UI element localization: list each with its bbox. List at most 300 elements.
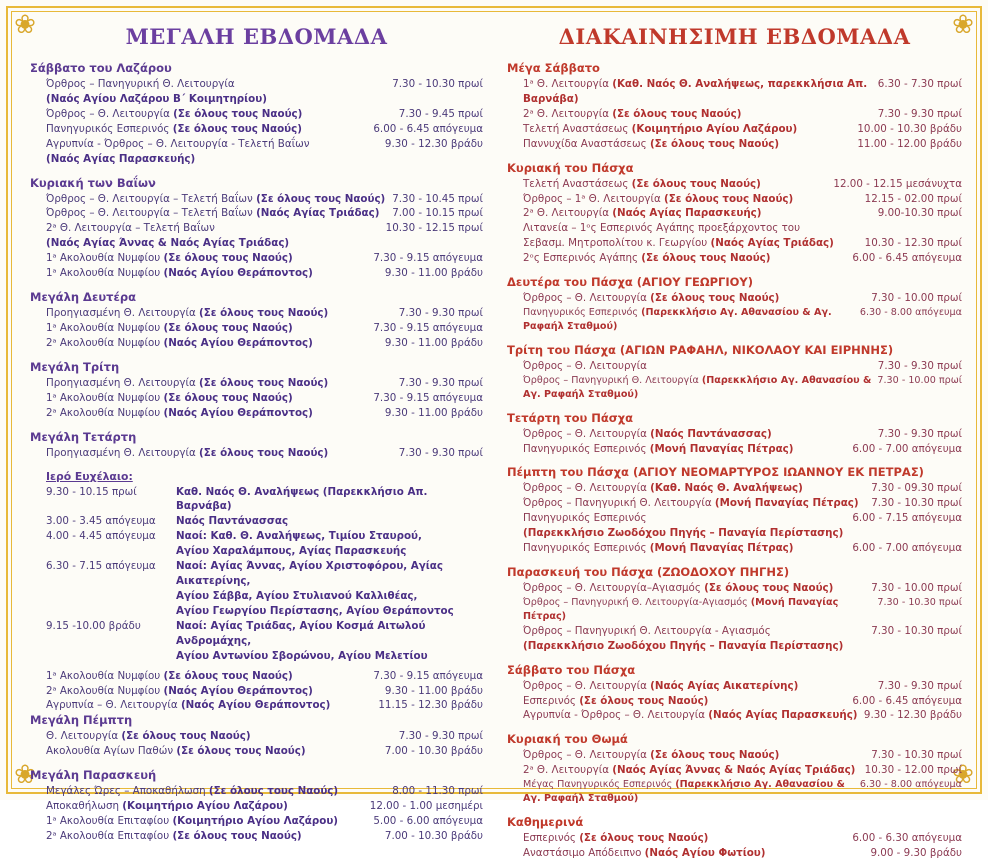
schedule-section	[30, 61, 483, 167]
schedule-row	[507, 831, 962, 846]
schedule-row	[507, 679, 962, 694]
schedule-time: 6.30 - 7.30 πρωί	[877, 78, 962, 90]
holy-unction-location: Ναός Παντάνασσας	[176, 515, 289, 528]
schedule-section	[30, 768, 483, 844]
description-text: 1ᵃ Θ. Λειτουργία	[523, 78, 613, 90]
schedule-row	[507, 496, 962, 511]
church-name: (Ναός Αγίου Θεράποντος)	[180, 699, 331, 712]
schedule-description	[523, 137, 857, 152]
schedule-description	[46, 206, 392, 221]
schedule-description	[46, 446, 399, 461]
holy-unction-heading: Ιερό Ευχέλαιο:	[46, 469, 133, 483]
schedule-description	[46, 321, 373, 336]
schedule-row	[507, 427, 962, 442]
church-name: (Κοιμητήριο Αγίου Λαζάρου)	[122, 800, 288, 813]
section-heading: Μεγάλη Πέμπτη	[30, 713, 133, 728]
description-text: Όρθρος – Πανηγυρική Θ. Λειτουργία	[523, 374, 702, 386]
schedule-description	[46, 669, 373, 684]
schedule-time: 8.00 - 11.30 πρωί	[392, 785, 484, 798]
holy-unction-row	[30, 559, 483, 589]
description-text: Μέγας Πανηγυρικός Εσπερινός	[523, 779, 676, 791]
schedule-row	[30, 236, 483, 251]
schedule-description	[523, 374, 877, 402]
schedule-time: 7.30 - 9.30 πρωί	[877, 359, 962, 372]
schedule-section	[30, 290, 483, 351]
schedule-description	[46, 92, 483, 107]
schedule-description	[523, 442, 852, 457]
description-text: Όρθρος – Πανηγυρική Θ. Λειτουργία - Αγιασμός	[523, 624, 771, 637]
description-text: 2ᵃ Θ. Λειτουργία	[523, 207, 613, 220]
description-text: Εσπερινός	[523, 832, 580, 845]
schedule-section	[30, 176, 483, 282]
church-name: (Σε όλους τους Ναούς)	[199, 446, 329, 459]
schedule-time: 12.15 - 02.00 πρωί	[864, 192, 962, 205]
schedule-description	[46, 306, 399, 321]
church-name: (Σε όλους τους Ναούς)	[256, 192, 386, 205]
description-text: Πανηγυρικός Εσπερινός	[46, 122, 173, 135]
schedule-row	[30, 744, 483, 759]
schedule-description	[523, 694, 852, 709]
schedule-description	[523, 427, 878, 442]
church-name: (Σε όλους τους Ναούς)	[199, 376, 329, 389]
schedule-row	[30, 306, 483, 321]
schedule-description	[523, 306, 860, 334]
holy-unction-time: 6.30 - 7.15 απόγευμα	[46, 560, 156, 573]
schedule-description	[46, 784, 392, 799]
schedule-section	[507, 411, 962, 457]
holy-unction-time: 3.00 - 3.45 απόγευμα	[46, 515, 156, 528]
schedule-row	[30, 446, 483, 461]
schedule-row	[30, 814, 483, 829]
description-text: Αγρυπνία - Όρθρος – Θ. Λειτουργία - Τελετή Βαΐων	[46, 137, 310, 150]
description-text: Όρθρος – Θ. Λειτουργία – Τελετή Βαΐων	[46, 192, 257, 205]
schedule-time: 6.00 - 6.45 απόγευμα	[373, 122, 484, 135]
description-text: Ακολουθία Αγίων Παθών	[46, 745, 177, 758]
holy-unction-time: 9.15 -10.00 βράδυ	[46, 619, 141, 632]
description-text: Όρθρος – Θ. Λειτουργία	[523, 679, 651, 692]
schedule-description	[46, 729, 399, 744]
description-text: Όρθρος – Θ. Λειτουργία–Αγιασμός	[523, 582, 705, 595]
schedule-row	[507, 442, 962, 457]
description-text: Όρθρος – Θ. Λειτουργία	[523, 482, 651, 495]
schedule-row	[507, 708, 962, 723]
right-column	[499, 18, 968, 859]
schedule-description	[523, 581, 871, 596]
description-text: 2ᵃ Ακολουθία Νυμφίου	[46, 684, 164, 697]
section-heading: Πέμπτη του Πάσχα (ΑΓΙΟΥ ΝΕΟΜΑΡΤΥΡΟΣ ΙΩΑΝΝΟΥ ΕΚ ΠΕΤΡΑΣ)	[507, 465, 924, 480]
schedule-description	[523, 624, 871, 639]
schedule-description	[523, 511, 852, 526]
schedule-row	[30, 92, 483, 107]
schedule-row	[507, 206, 962, 221]
schedule-time: 12.00 - 12.15 μεσάνυχτα	[833, 177, 962, 190]
schedule-time: 9.30 - 11.00 βράδυ	[384, 336, 484, 349]
church-name: (Σε όλους τους Ναούς)	[172, 829, 302, 842]
holy-unction-time: 9.30 - 10.15 πρωί	[46, 485, 137, 498]
schedule-time: 7.30 - 9.30 πρωί	[398, 730, 484, 743]
corner-ornament-icon: ❀	[952, 760, 974, 790]
schedule-row	[507, 374, 962, 402]
schedule-row	[30, 799, 483, 814]
schedule-section	[507, 161, 962, 267]
holy-unction-location: Καθ. Ναός Θ. Αναλήψεως (Παρεκκλήσιο Απ. Βαρνάβα)	[176, 485, 428, 513]
schedule-row	[30, 251, 483, 266]
description-text: Όρθρος – 1ᵃ Θ. Λειτουργία	[523, 192, 665, 205]
schedule-row	[30, 137, 483, 152]
schedule-section	[30, 430, 483, 461]
schedule-row	[507, 624, 962, 639]
section-heading: Μεγάλη Τετάρτη	[30, 429, 137, 444]
schedule-row	[507, 596, 962, 624]
description-text: Λιτανεία – 1ᵒς Εσπερινός Αγάπης προεξάρχοντος του	[523, 222, 801, 235]
schedule-time: 7.30 - 10.00 πρωί	[871, 582, 962, 595]
schedule-section	[30, 713, 483, 759]
schedule-time: 6.00 - 6.45 απόγευμα	[852, 252, 962, 265]
church-name: (Καθ. Ναός Θ. Αναλήψεως)	[650, 482, 803, 495]
schedule-description	[46, 122, 373, 137]
schedule-row	[30, 391, 483, 406]
schedule-description	[523, 831, 852, 846]
schedule-time: 7.30 - 9.30 πρωί	[398, 307, 484, 320]
schedule-section	[507, 565, 962, 654]
schedule-time: 7.00 - 10.30 βράδυ	[384, 829, 484, 842]
schedule-row	[507, 192, 962, 207]
schedule-time: 7.30 - 9.30 πρωί	[398, 376, 484, 389]
description-text: 2ᵃ Ακολουθία Νυμφίου	[46, 406, 164, 419]
holy-unction-location-cont: Αγίου Αντωνίου Σβορώνου, Αγίου Μελετίου	[176, 649, 428, 662]
schedule-row	[507, 541, 962, 556]
schedule-time: 9.30 - 11.00 βράδυ	[384, 267, 484, 280]
description-text: 2ᵒς Εσπερινός Αγάπης	[523, 252, 642, 265]
schedule-time: 7.30 - 10.30 πρωί	[877, 596, 962, 608]
schedule-row	[30, 266, 483, 281]
schedule-row	[30, 206, 483, 221]
church-name: (Σε όλους τους Ναούς)	[163, 669, 293, 682]
schedule-time: 7.30 - 9.15 απόγευμα	[373, 669, 484, 682]
schedule-time: 7.30 - 10.00 πρωί	[877, 374, 962, 386]
schedule-description	[523, 221, 962, 236]
schedule-description	[523, 679, 878, 694]
schedule-time: 9.00 - 9.30 βράδυ	[870, 846, 962, 859]
description-text: Όρθρος – Θ. Λειτουργία	[46, 107, 174, 120]
description-text: Όρθρος – Θ. Λειτουργία – Τελετή Βαΐων	[46, 207, 257, 220]
schedule-description	[523, 107, 878, 122]
schedule-time: 9.30 - 12.30 βράδυ	[863, 709, 962, 722]
church-name: (Σε όλους τους Ναούς)	[650, 749, 780, 762]
description-text: 2ᵃ Θ. Λειτουργία – Τελετή Βαΐων	[46, 222, 215, 235]
church-name: (Ναός Αγίας Αικατερίνης)	[650, 679, 799, 692]
schedule-row	[30, 784, 483, 799]
schedule-row	[30, 729, 483, 744]
schedule-row	[30, 321, 483, 336]
schedule-row	[507, 122, 962, 137]
schedule-row	[30, 376, 483, 391]
schedule-time: 10.30 - 12.00 πρωί	[864, 764, 962, 777]
schedule-time: 9.30 - 11.00 βράδυ	[384, 684, 484, 697]
church-name: (Σε όλους τους Ναούς)	[172, 122, 302, 135]
church-name: (Παρεκκλήσιο Ζωοδόχου Πηγής – Παναγία Περίστασης)	[523, 527, 844, 540]
holy-unction-location: Ναοί: Καθ. Θ. Αναλήψεως, Τιμίου Σταυρού,	[176, 530, 422, 543]
schedule-time: 7.30 - 9.30 πρωί	[398, 446, 484, 459]
schedule-description	[523, 541, 852, 556]
schedule-time: 6.00 - 7.00 απόγευμα	[852, 442, 962, 455]
church-name: (Ναός Παντάνασσας)	[650, 427, 772, 440]
schedule-description	[46, 137, 385, 152]
description-text: Όρθρος – Πανηγυρική Θ. Λειτουργία	[46, 78, 235, 90]
schedule-description	[46, 192, 392, 207]
holy-unction-row	[30, 514, 483, 529]
schedule-row	[30, 221, 483, 236]
schedule-row	[30, 122, 483, 137]
schedule-description	[46, 236, 483, 251]
church-name: (Σε όλους τους Ναούς)	[121, 730, 251, 743]
schedule-description	[523, 526, 962, 541]
holy-unction-block	[30, 470, 483, 714]
schedule-time: 12.00 - 1.00 μεσημέρι	[369, 800, 484, 813]
schedule-time: 11.00 - 12.00 βράδυ	[857, 137, 962, 150]
schedule-row	[507, 639, 962, 654]
section-heading: Δευτέρα του Πάσχα (ΑΓΙΟΥ ΓΕΩΡΓΙΟΥ)	[507, 275, 753, 290]
church-name: (Σε όλους τους Ναούς)	[704, 582, 834, 595]
schedule-time: 10.30 - 12.15 πρωί	[385, 222, 484, 235]
schedule-row	[30, 107, 483, 122]
schedule-row	[507, 481, 962, 496]
schedule-row	[507, 778, 962, 806]
schedule-row	[507, 763, 962, 778]
schedule-row	[507, 581, 962, 596]
schedule-section	[507, 663, 962, 724]
description-text: 1ᵃ Ακολουθία Νυμφίου	[46, 669, 164, 682]
schedule-time: 6.30 - 8.00 απόγευμα	[859, 779, 962, 791]
schedule-description	[46, 152, 483, 167]
schedule-description	[46, 684, 385, 699]
church-name: (Ναός Αγίας Παρασκευής)	[708, 709, 858, 722]
church-name: (Μονή Παναγίας Πέτρας)	[523, 596, 839, 622]
schedule-description	[523, 359, 878, 374]
schedule-description	[523, 708, 864, 723]
schedule-time: 9.30 - 12.30 βράδυ	[384, 137, 484, 150]
section-heading: Σάββατο του Πάσχα	[507, 662, 636, 677]
schedule-time: 7.30 - 10.30 πρωί	[871, 749, 962, 762]
schedule-time: 7.30 - 9.15 απόγευμα	[373, 321, 484, 334]
description-text: Μεγάλες Ώρες – Αποκαθήλωση	[46, 785, 209, 798]
description-text: Πανηγυρικός Εσπερινός	[523, 512, 647, 525]
church-name: (Μονή Παναγίας Πέτρας)	[649, 542, 794, 555]
church-name: (Καθ. Ναός Θ. Αναλήψεως, παρεκκλήσια Απ. Βαρνάβα)	[523, 78, 868, 105]
church-name: (Σε όλους τους Ναούς)	[208, 785, 339, 798]
schedule-row	[507, 236, 962, 251]
church-name: (Ναός Αγίας Άννας & Ναός Αγίας Τριάδας)	[46, 237, 290, 250]
description-text: Προηγιασμένη Θ. Λειτουργία	[46, 446, 200, 459]
schedule-description	[523, 236, 865, 251]
church-name: (Παρεκκλήσιο Ζωοδόχου Πηγής – Παναγία Περίστασης)	[523, 639, 844, 652]
schedule-time: 7.30 - 9.15 απόγευμα	[373, 252, 484, 265]
description-text: Πανηγυρικός Εσπερινός	[523, 442, 650, 455]
schedule-description	[523, 846, 870, 861]
description-text: Αποκαθήλωση	[46, 800, 123, 813]
description-text: Αγρυπνία – Θ. Λειτουργία	[46, 699, 181, 712]
schedule-row	[30, 684, 483, 699]
left-column-title: ΜΕΓΑΛΗ ΕΒΔΟΜΑΔΑ	[125, 24, 388, 49]
church-name: (Ναός Αγίας Παρασκευής)	[46, 152, 196, 165]
description-text: 2ᵃ Θ. Λειτουργία	[523, 764, 613, 777]
schedule-description	[523, 481, 871, 496]
church-name: (Ναός Αγίας Άννας & Ναός Αγίας Τριάδας)	[612, 764, 856, 777]
schedule-section	[30, 360, 483, 421]
church-name: (Σε όλους τους Ναούς)	[649, 137, 780, 150]
description-text: 2ᵃ Ακολουθία Επιταφίου	[46, 829, 173, 842]
schedule-row	[507, 251, 962, 266]
holy-unction-row	[30, 619, 483, 649]
schedule-description	[523, 291, 871, 306]
church-name: (Σε όλους τους Ναούς)	[641, 252, 771, 265]
schedule-section	[507, 343, 962, 402]
schedule-description	[46, 829, 385, 844]
church-name: (Σε όλους τους Ναούς)	[579, 832, 709, 845]
church-name: (Μονή Παναγίας Πέτρας)	[649, 442, 794, 455]
schedule-time: 7.30 - 9.30 πρωί	[877, 427, 962, 440]
schedule-row	[30, 406, 483, 421]
schedule-description	[46, 251, 373, 266]
schedule-time: 6.30 - 8.00 απόγευμα	[859, 307, 962, 319]
church-name: (Σε όλους τους Ναούς)	[199, 307, 329, 320]
church-name: (Ναός Αγίας Παρασκευής)	[612, 207, 762, 220]
schedule-time: 5.00 - 6.00 απόγευμα	[373, 815, 484, 828]
description-text: Προηγιασμένη Θ. Λειτουργία	[46, 307, 200, 320]
church-name: (Σε όλους τους Ναούς)	[631, 177, 761, 190]
schedule-time: 7.30 - 9.30 πρωί	[877, 107, 962, 120]
schedule-time: 7.30 - 10.00 πρωί	[871, 292, 962, 305]
schedule-description	[46, 391, 373, 406]
schedule-time: 6.00 - 7.15 απόγευμα	[852, 512, 962, 525]
right-sections	[507, 61, 962, 861]
schedule-row	[30, 336, 483, 351]
schedule-row	[30, 829, 483, 844]
schedule-row	[30, 669, 483, 684]
schedule-description	[523, 639, 962, 654]
schedule-time: 7.30 - 10.45 πρωί	[392, 192, 484, 205]
holy-unction-location-cont: Αγίου Γεωργίου Περίστασης, Αγίου Θεράποντος	[176, 604, 454, 617]
schedule-time: 7.30 - 10.30 πρωί	[871, 497, 962, 510]
church-name: (Παρεκκλήσιο Αγ. Αθανασίου & Αγ. Ραφαήλ Σταθμού)	[523, 779, 845, 805]
church-name: (Μονή Παναγίας Πέτρας)	[714, 497, 859, 510]
holy-unction-row	[30, 529, 483, 544]
church-name: (Κοιμητήριο Αγίου Λαζάρου)	[172, 815, 338, 828]
description-text: Όρθρος – Θ. Λειτουργία	[523, 359, 647, 372]
description-text: Όρθρος – Θ. Λειτουργία	[523, 749, 651, 762]
church-name: (Ναός Αγίου Θεράποντος)	[163, 684, 313, 697]
schedule-description	[46, 266, 385, 281]
church-name: (Σε όλους τους Ναούς)	[163, 252, 293, 265]
section-heading: Μεγάλη Τρίτη	[30, 359, 120, 374]
schedule-time: 6.00 - 6.30 απόγευμα	[852, 832, 962, 845]
description-text: Παννυχίδα Αναστάσεως	[523, 137, 650, 150]
schedule-description	[523, 206, 878, 221]
church-name: (Σε όλους τους Ναούς)	[163, 391, 293, 404]
schedule-description	[46, 698, 378, 713]
left-sections-2	[30, 713, 483, 844]
section-heading: Τετάρτη του Πάσχα	[507, 410, 634, 425]
church-name: (Παρεκκλήσιο Αγ. Αθανασίου & Αγ. Ραφαήλ Σταθμού)	[523, 374, 872, 400]
church-name: (Σε όλους τους Ναούς)	[176, 745, 306, 758]
schedule-description	[523, 596, 877, 624]
schedule-row	[30, 77, 483, 92]
schedule-description	[523, 496, 871, 511]
description-text: Όρθρος – Πανηγυρική Θ. Λειτουργία	[523, 497, 715, 510]
church-name: (Σε όλους τους Ναούς)	[612, 107, 742, 120]
schedule-description	[46, 814, 373, 829]
schedule-row	[30, 698, 483, 713]
holy-unction-location-cont: Αγίου Χαραλάμπους, Αγίας Παρασκευής	[176, 545, 407, 558]
schedule-description	[46, 107, 399, 122]
description-text: Αγρυπνία - Όρθρος – Θ. Λειτουργία	[523, 709, 709, 722]
schedule-section	[507, 275, 962, 334]
schedule-description	[523, 192, 865, 207]
schedule-time: 11.15 - 12.30 βράδυ	[378, 699, 484, 712]
schedule-time: 7.30 - 09.30 πρωί	[871, 482, 962, 495]
schedule-description	[523, 122, 857, 137]
description-text: Όρθρος – Πανηγυρική Θ. Λειτουργία-Αγιασμός	[523, 596, 751, 608]
schedule-description	[523, 778, 860, 806]
schedule-time: 6.00 - 6.45 απόγευμα	[852, 694, 962, 707]
section-heading: Σάββατο του Λαζάρου	[30, 61, 172, 75]
church-name: (Ναός Αγίου Θεράποντος)	[163, 267, 313, 280]
schedule-row	[507, 137, 962, 152]
description-text: 1ᵃ Ακολουθία Νυμφίου	[46, 391, 164, 404]
description-text: Θ. Λειτουργία	[46, 730, 122, 743]
holy-unction-location: Ναοί: Αγίας Άννας, Αγίου Χριστοφόρου, Αγίας Αικατερίνης,	[176, 560, 443, 588]
schedule-time: 7.00 - 10.30 βράδυ	[384, 745, 484, 758]
description-text: 1ᵃ Ακολουθία Νυμφίου	[46, 267, 164, 280]
schedule-row	[507, 511, 962, 526]
church-name: (Κοιμητήριο Αγίου Λαζάρου)	[631, 122, 798, 135]
schedule-description	[523, 77, 878, 107]
schedule-row	[507, 694, 962, 709]
schedule-row	[507, 77, 962, 107]
schedule-description	[523, 177, 833, 192]
schedule-row	[507, 306, 962, 334]
description-text: Τελετή Αναστάσεως	[523, 122, 632, 135]
church-name: (Σε όλους τους Ναούς)	[163, 321, 293, 334]
church-name: (Ναός Αγίου Φωτίου)	[644, 846, 766, 859]
schedule-section	[507, 815, 962, 861]
schedule-time: 6.00 - 7.00 απόγευμα	[852, 542, 962, 555]
church-name: (Παρεκκλήσιο Αγ. Αθανασίου & Αγ. Ραφαήλ Σταθμού)	[523, 307, 832, 332]
right-column-title: ΔΙΑΚΑΙΝΗΣΙΜΗ ΕΒΔΟΜΑΔΑ	[558, 24, 911, 49]
description-text: 2ᵃ Ακολουθία Νυμφίου	[46, 336, 164, 349]
church-name: (Σε όλους τους Ναούς)	[650, 292, 780, 305]
schedule-time: 10.00 - 10.30 βράδυ	[857, 122, 962, 135]
corner-ornament-icon: ❀	[14, 10, 36, 40]
section-heading: Μέγα Σάββατο	[507, 61, 600, 75]
schedule-description	[46, 376, 399, 391]
schedule-time: 10.30 - 12.30 πρωί	[864, 237, 962, 250]
church-name: (Σε όλους τους Ναούς)	[664, 192, 794, 205]
schedule-row	[507, 291, 962, 306]
schedule-description	[523, 748, 871, 763]
schedule-description	[46, 336, 385, 351]
schedule-description	[46, 77, 392, 92]
schedule-time: 7.30 - 9.30 πρωί	[877, 679, 962, 692]
schedule-section	[507, 465, 962, 556]
church-name: (Ναός Αγίου Λαζάρου Β΄ Κοιμητηρίου)	[46, 92, 267, 105]
description-text: 2ᵃ Θ. Λειτουργία	[523, 107, 613, 120]
schedule-description	[46, 799, 370, 814]
church-name: (Σε όλους τους Ναούς)	[173, 107, 303, 120]
left-sections	[30, 61, 483, 461]
church-name: (Ναός Αγίου Θεράποντος)	[163, 336, 313, 349]
schedule-row	[507, 107, 962, 122]
